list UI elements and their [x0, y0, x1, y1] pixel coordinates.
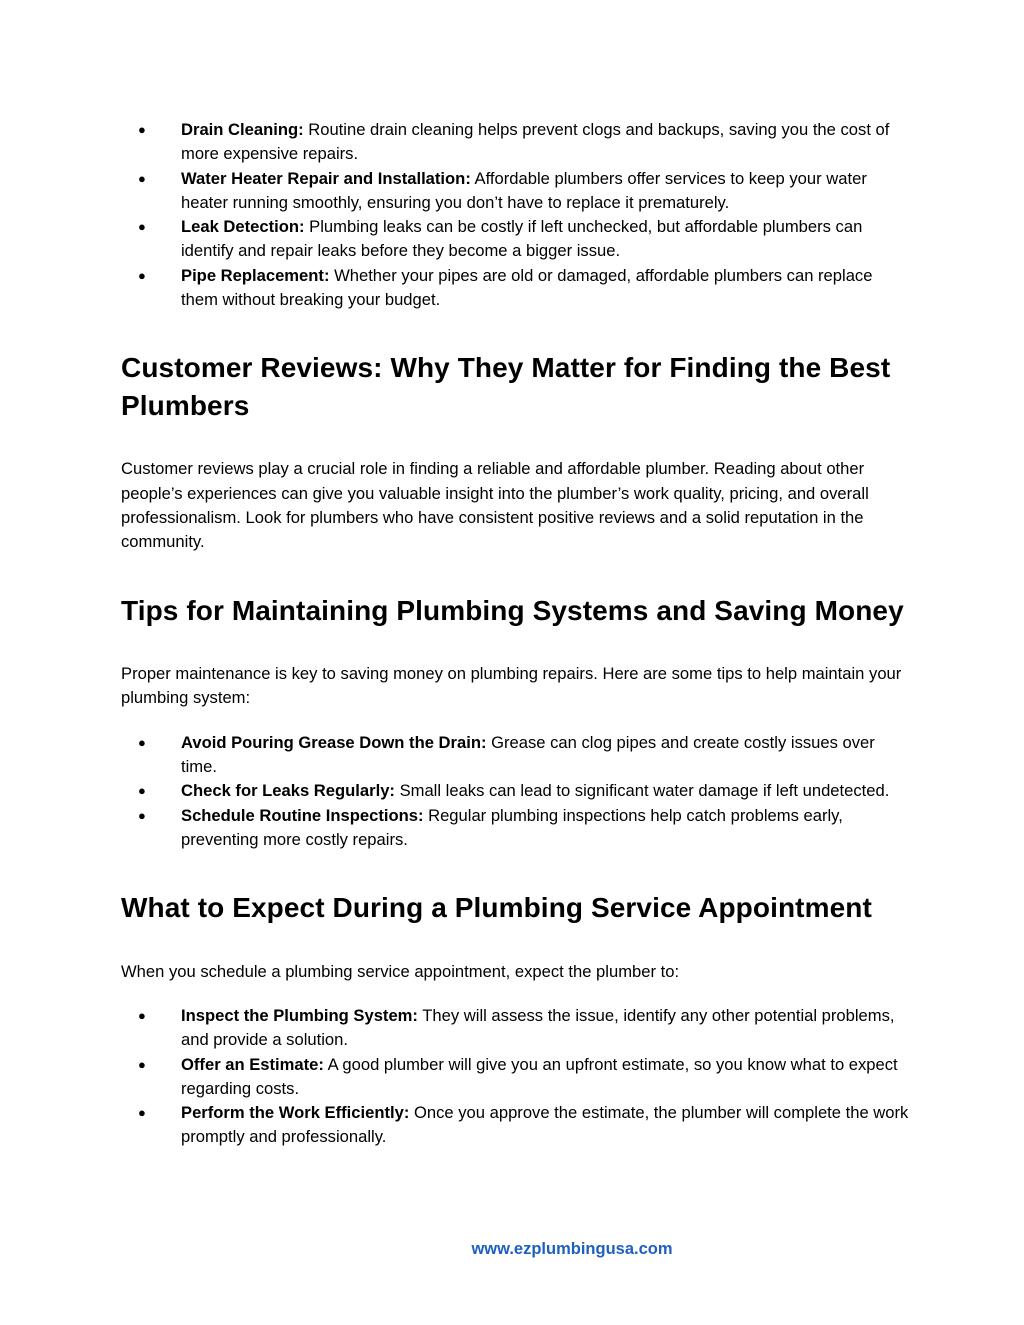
list-item-term: Perform the Work Efficiently: — [181, 1103, 410, 1123]
list-item-term: Pipe Replacement: — [181, 265, 330, 285]
reviews-paragraph: Customer reviews play a crucial role in finding a reliable and affordable plumber. Reading about other people’s experiences can give you valuable insight into the plumber’s work quality, pricing, and overall professionalism. Look for plumbers who have consistent positive reviews and a solid reputation in the community. — [121, 459, 869, 552]
list-item-term: Check for Leaks Regularly: — [181, 781, 395, 801]
tips-heading: Tips for Maintaining Plumbing Systems and Saving Money — [121, 594, 904, 626]
list-item-text: A good plumber will give you an upfront estimate, so you know what to expect regarding costs. — [181, 1054, 898, 1098]
list-item-text: Once you approve the estimate, the plumber will complete the work promptly and professionally. — [181, 1103, 909, 1147]
services-list — [121, 118, 911, 312]
list-item-text: Regular plumbing inspections help catch problems early, preventing more costly repairs. — [181, 805, 843, 849]
list-item-text: Affordable plumbers offer services to keep your water heater running smoothly, ensuring you don’t have to replace it prematurely. — [181, 168, 867, 212]
list-item — [121, 731, 911, 780]
reviews-heading: Customer Reviews: Why They Matter for Finding the Best Plumbers — [121, 352, 891, 421]
list-item-term: Offer an Estimate: — [181, 1054, 324, 1074]
list-item-term: Water Heater Repair and Installation: — [181, 168, 471, 188]
expect-heading: What to Expect During a Plumbing Service Appointment — [121, 892, 872, 924]
expect-list — [121, 1004, 911, 1150]
list-item — [121, 804, 911, 853]
list-item-text: Plumbing leaks can be costly if left unchecked, but affordable plumbers can identify and repair leaks before they become a bigger issue. — [181, 217, 863, 261]
list-item — [121, 215, 911, 264]
document-page — [121, 118, 911, 1150]
list-item-term: Drain Cleaning: — [181, 120, 304, 139]
list-item-text: Small leaks can lead to significant water damage if left undetected. — [394, 781, 890, 801]
list-item — [121, 1101, 911, 1150]
list-item-term: Schedule Routine Inspections: — [181, 805, 424, 825]
footer-website-link[interactable]: www.ezplumbingusa.com — [471, 1240, 673, 1258]
list-item-text: Grease can clog pipes and create costly issues over time. — [181, 732, 875, 776]
list-item — [121, 1004, 911, 1053]
list-item — [121, 264, 911, 313]
list-item-term: Leak Detection: — [181, 217, 305, 237]
tips-list — [121, 731, 911, 852]
expect-paragraph: When you schedule a plumbing service appointment, expect the plumber to: — [121, 961, 680, 981]
list-item — [121, 167, 911, 216]
list-item-term: Avoid Pouring Grease Down the Drain: — [181, 732, 487, 752]
list-item — [121, 118, 911, 167]
list-item-text: Routine drain cleaning helps prevent clogs and backups, saving you the cost of more expensive repairs. — [181, 120, 890, 164]
list-item-text: They will assess the issue, identify any other potential problems, and provide a solution. — [181, 1005, 895, 1050]
list-item — [121, 1053, 911, 1102]
tips-paragraph: Proper maintenance is key to saving money on plumbing repairs. Here are some tips to help maintain your plumbing system: — [121, 664, 902, 708]
list-item-text: Whether your pipes are old or damaged, affordable plumbers can replace them without breaking your budget. — [181, 265, 873, 310]
list-item — [121, 779, 911, 803]
list-item-term: Inspect the Plumbing System: — [181, 1005, 418, 1025]
